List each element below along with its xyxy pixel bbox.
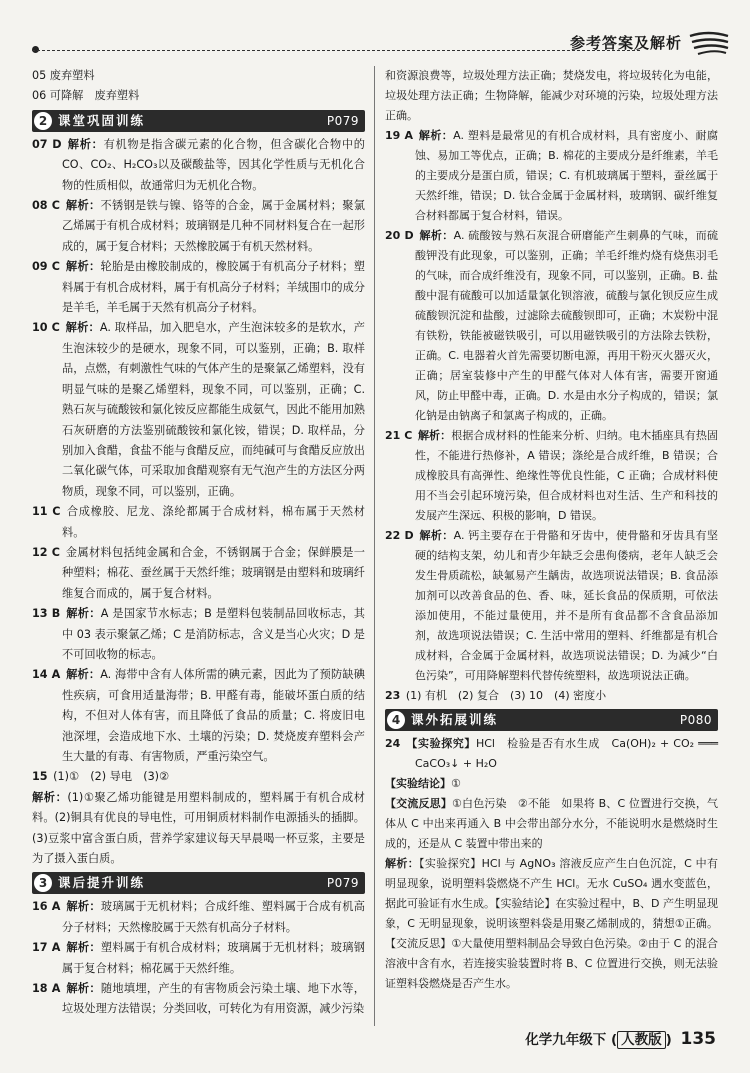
answer-label: 解析： (32, 790, 68, 804)
answer-item (385, 426, 718, 526)
question-number: 09 C (32, 260, 61, 274)
answer-label: 解析： (418, 129, 454, 142)
answer-06: 06 可降解 废弃塑料 (32, 89, 140, 103)
answer-item (385, 774, 718, 794)
answer-text: ① (451, 777, 461, 790)
column-divider (374, 66, 375, 1026)
section-page-ref: P080 (679, 713, 712, 727)
header-swoosh-icon (688, 30, 730, 56)
footer-subject: 化学九年级下 (525, 1032, 607, 1048)
answer-05: 05 废弃塑料 (32, 69, 95, 82)
answer-item (32, 665, 365, 767)
answer-label: 【实验结论】 (385, 777, 451, 790)
answer-list (32, 897, 365, 1019)
question-number: 12 C (32, 545, 61, 559)
section-header-extension (385, 709, 718, 731)
answer-label: 解析： (65, 668, 101, 682)
answer-label: 解析： (66, 900, 101, 914)
question-number: 07 D (32, 137, 62, 151)
answer-item (32, 767, 365, 787)
question-number: 16 A (32, 900, 61, 914)
answer-list (32, 135, 365, 870)
answer-label: 解析： (385, 857, 420, 870)
question-number: 14 A (32, 668, 61, 682)
answer-label: 解析： (66, 982, 101, 996)
answer-text: 轮胎是由橡胶制成的，橡胶属于有机高分子材料；塑料属于有机合成材料，属于有机高分子材料；羊绒围巾的成分是羊毛，羊毛属于天然有机高分子材料。 (62, 260, 365, 315)
answer-text: HCl 检验是否有水生成 Ca(OH)₂ + CO₂ ═══ CaCO₃↓ + H₂O (415, 737, 718, 770)
answer-text: 【实验探究】HCl 与 AgNO₃ 溶液反应产生白色沉淀，C 中有明显现象，说明塑料袋燃烧不产生 HCl。无水 CuSO₄ 遇水变蓝色，据此可验证有水生成。【实验结论】在实验过程中，B、D 产生明显现象，C 无明显现象，说明该塑料袋是用聚乙烯制成的，猜想①正确。【交流反思】①大量使用塑料制品会导致白色污染。②由于 C 的混合溶液中含有水，若连接实验装置时将 B、C 位置进行交换，则无法验证塑料袋燃烧是否产生水。 (385, 857, 719, 990)
answer-text: ①白色污染 ②不能 如果将 B、C 位置进行交换，气体从 C 中出来再通入 B 中会带出部分水分，不能说明水是燃烧时生成的，还是从 C 装置中带出来的 (385, 797, 718, 850)
question-number: 15 (32, 770, 48, 784)
question-number: 08 C (32, 199, 61, 213)
question-number: 10 C (32, 321, 60, 335)
answer-item (32, 979, 365, 1020)
answer-text: A. 取样品，加入肥皂水，产生泡沫较多的是软水，产生泡沫较少的是硬水，现象不同，可以鉴别，正确；B. 取样品，点燃，有刺激性气味的气体产生的是聚氯乙烯塑料，没有明显气味的是聚乙烯塑料，现象不同，可以鉴别，正确；C. 熟石灰与硫酸铵和氯化铵反应都能生成氨气，因此不能用加熟石灰研磨的方法鉴别硫酸铵和氯化铵，错误；D. 取样品，分别加入食醋，食盐不能与食醋反应，而纯碱可与食醋反应放出二氧化碳气体，可采取加食醋观察有无气泡产生的方法区分两物质，现象不同，可以鉴别，正确。 (62, 321, 365, 498)
section-header-after-class (32, 872, 365, 894)
question-number: 23 (385, 689, 401, 702)
section-badge: 2 (34, 112, 52, 130)
section-badge: 4 (387, 711, 405, 729)
answer-item (385, 854, 718, 994)
answer-text: A. 海带中含有人体所需的碘元素，因此为了预防缺碘性疾病，可食用适量海带；B. 甲醛有毒，能破坏蛋白质的结构，不但对人体有害，而且降低了食品的质量；C. 将废旧电池深埋，会造成地下水、土壤的污染；D. 焚烧废弃塑料会产生大量的有毒、有害物质，严重污染空气。 (62, 668, 365, 763)
answer-text: (1)①聚乙烯功能键是用塑料制成的，塑料属于有机合成材料。(2)铜具有优良的导电性，可用铜质材料制作电源插头的插脚。(3)豆浆中富含蛋白质，营养学家建议每天早晨喝一杯豆浆，主要是为了摄入蛋白质。 (32, 790, 365, 866)
answer-item (385, 126, 718, 226)
answer-label: 解析： (417, 429, 452, 442)
question-number: 22 D (385, 529, 414, 542)
section-badge: 3 (34, 874, 52, 892)
answer-item (385, 686, 718, 706)
answer-list (385, 126, 718, 706)
section-page-ref: P079 (326, 876, 359, 891)
page-footer: 化学九年级下 ( 人教版 ) 135 (525, 1029, 716, 1049)
answer-text: 随地填埋，产生的有害物质会污染土壤、地下水等，垃圾处理方法错误；分类回收，可转化为有用资源，减少污染 (62, 982, 365, 1016)
answer-text: 玻璃属于无机材料；合成纤维、塑料属于合成有机高分子材料；天然橡胶属于天然有机高分子材料。 (62, 900, 365, 934)
question-number: 21 C (385, 429, 413, 442)
answer-text: A. 钙主要存在于骨骼和牙齿中，使骨骼和牙齿具有坚硬的结构支架，幼儿和青少年缺乏会患佝偻病，老年人缺乏会发生骨质疏松，缺氟易产生龋齿，故选项说法错误；B. 食品添加剂可以改善食品的色、香、味，延长食品的保质期，可依法添加使用，不能过量使用，并不是所有食品都不含食品添加剂，故选项说法错误；C. 生活中常用的塑料、纤维都是有机合成材料，合金属于金属材料，故选项说法错误；D. 为减少“白色污染”，可用降解塑料代替传统塑料，故选项说法正确。 (415, 529, 718, 682)
right-column (385, 66, 718, 994)
section-header-classroom (32, 110, 365, 132)
answer-item (385, 734, 718, 774)
answer-item (32, 543, 365, 604)
answer-item (385, 794, 718, 854)
answer-label: 解析： (65, 199, 101, 213)
answer-item (385, 226, 718, 426)
answer-label: 解析： (419, 529, 454, 542)
answer-text: 金属材料包括纯金属和合金，不锈钢属于合金；保鲜膜是一种塑料；棉花、蚕丝属于天然纤维；玻璃钢是由塑料和玻璃纤维复合而成的，属于复合材料。 (62, 545, 365, 600)
answer-item (32, 196, 365, 257)
answer-item (32, 604, 365, 665)
answer-text: 有机物是指含碳元素的化合物，但含碳化合物中的CO、CO₂、H₂CO₃以及碳酸盐等，因其化学性质与无机化合物的性质相似，故通常归为无机化合物。 (62, 137, 365, 192)
section-title: 课外拓展训练 (411, 712, 499, 727)
continued-text: 和资源浪费等，垃圾处理方法正确；焚烧发电，将垃圾转化为电能，垃圾处理方法正确；生物降解，能减少对环境的污染，垃圾处理方法正确。 (385, 69, 718, 122)
answer-item (385, 526, 718, 686)
answer-list (385, 734, 718, 994)
answer-label: 解析： (67, 137, 104, 151)
question-number: 11 C (32, 505, 61, 519)
answer-item (32, 318, 365, 502)
header-title: 参考答案及解析 (569, 34, 682, 52)
answer-label: 解析： (65, 321, 100, 335)
question-number: 19 A (385, 129, 414, 142)
answer-label: 解析： (66, 941, 101, 955)
question-number: 13 B (32, 607, 61, 621)
answer-text: 根据合成材料的性能来分析、归纳。电木插座具有热固性，不能进行热修补，A 错误；涤纶是合成纤维，B 错误；合成橡胶具有高弹性、绝缘性等优良性能，C 正确；合成材料使用不当会引起环境污染，但合成材料也对生活、生产和科技的发展产生深远、积极的影响，D 错误。 (415, 429, 718, 522)
answer-text: (1)① (2) 导电 (3)② (53, 770, 170, 784)
answer-text: 不锈钢是铁与镍、铬等的合金，属于金属材料；聚氯乙烯属于有机合成材料；玻璃钢是几种不同材料复合在一起形成的，属于复合材料；天然橡胶属于有机天然材料。 (62, 199, 365, 253)
header-rule (32, 50, 640, 51)
left-column (32, 66, 365, 1020)
answer-text: A 是国家节水标志；B 是塑料包装制品回收标志，其中 03 表示聚氯乙烯；C 是消防标志，含义是当心火灾；D 是不可回收物的标志。 (62, 607, 365, 661)
answer-item (32, 788, 365, 870)
page-header (32, 28, 730, 62)
answer-text: 塑料属于有机合成材料；玻璃属于无机材料；玻璃钢属于复合材料；棉花属于天然纤维。 (62, 941, 365, 975)
answer-item (32, 502, 365, 543)
section-title: 课堂巩固训练 (58, 112, 146, 128)
answer-text: (1) 有机 (2) 复合 (3) 10 (4) 密度小 (405, 689, 607, 702)
answer-label: 【实验探究】 (405, 737, 476, 750)
section-title: 课后提升训练 (58, 875, 146, 891)
page-number: 135 (680, 1029, 716, 1049)
answer-label: 解析： (65, 260, 101, 274)
question-number: 20 D (385, 229, 414, 242)
answer-item (32, 938, 365, 979)
answer-text: A. 硫酸铵与熟石灰混合研磨能产生刺鼻的气味，而硫酸钾没有此现象，可以鉴别，正确；羊毛纤维灼烧有烧焦羽毛的气味，而合成纤维没有，现象不同，可以鉴别，正确。B. 盐酸中混有硫酸可以加适量氯化钡溶液，硫酸与氯化钡反应生成硫酸钡沉淀和盐酸，过滤除去硫酸钡即可，正确；木炭粉中混有铁粉，铁能被磁铁吸引，可以用磁铁吸引的方法除去铁粉，正确。C. 电器着火首先需要切断电源，再用干粉灭火器灭火，正确；居室装修中产生的甲醛气体对人体有害，需要开窗通风，防止甲醛中毒，正确。D. 水是由水分子构成的，错误；氯化钠是由钠离子和氯离子构成的，正确。 (415, 229, 718, 422)
answer-text: 合成橡胶、尼龙、涤纶都属于合成材料，棉布属于天然材料。 (62, 505, 365, 539)
answer-text: A. 塑料是最常见的有机合成材料，具有密度小、耐腐蚀、易加工等优点，正确；B. 棉花的主要成分是纤维素，羊毛的主要成分是蛋白质，错误；C. 有机玻璃属于塑料，蚕丝属于天然纤维，错误；D. 钛合金属于金属材料，玻璃钢、碳纤维复合材料都属于复合材料，错误。 (415, 129, 719, 222)
footer-edition: 人教版 (617, 1031, 666, 1049)
answer-label: 解析： (65, 607, 101, 621)
section-page-ref: P079 (326, 113, 359, 128)
question-number: 17 A (32, 941, 61, 955)
answer-item (32, 257, 365, 318)
question-number: 18 A (32, 982, 61, 996)
answer-item (32, 135, 365, 196)
question-number: 24 (385, 737, 401, 750)
answer-label: 【交流反思】 (385, 797, 453, 810)
answer-label: 解析： (419, 229, 454, 242)
answer-item (32, 897, 365, 938)
